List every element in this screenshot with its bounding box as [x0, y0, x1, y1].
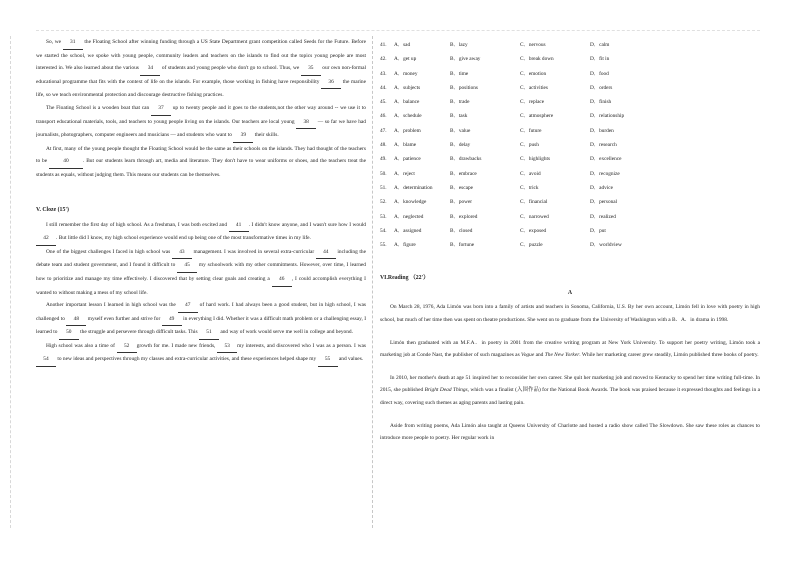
option-b[interactable]: B．positions [450, 84, 478, 91]
blank-53[interactable]: 53 [217, 340, 237, 354]
option-c[interactable]: C．future [520, 127, 542, 134]
option-d[interactable]: D．advice [590, 184, 613, 191]
option-c[interactable]: C．financial [520, 199, 548, 206]
option-d[interactable]: D．relationship [590, 113, 625, 120]
option-d[interactable]: D．worldview [590, 242, 622, 249]
option-a[interactable]: A．get up [394, 56, 417, 63]
paragraph-cloze-2: One of the biggest challenges I faced in high school was 43 management. I was involved in several extra-curricular 44 including the debate team and student government, and I found it difficult to 45 my schoolwork with my other commitments. However, over time, I learned how to prioritize and manage my time effectively. I discovered that by setting clear goals and creating a 46 , I could accomplish everything I wanted to without making a mess of my school life. [36, 246, 366, 299]
option-row: 51. A．determination B．escape C．trick D．advice [380, 181, 760, 195]
option-a[interactable]: A．money [394, 70, 418, 77]
option-a[interactable]: A．balance [394, 99, 420, 106]
column-divider [372, 36, 373, 528]
option-a[interactable]: A．patience [394, 156, 421, 163]
option-d[interactable]: D．finish [590, 99, 612, 106]
reading-paragraph-2: Limón then graduated with an M.F.A．in poetry in 2001 from the creative writing program at New York University. To support her poetry writing, Limón took a marketing job at Conde Nast, the publisher of such magazines as Vogue and The New Yorker. While her marketing career grew steadily, Limón published three books of poetry. [380, 339, 760, 359]
option-row: 48. A．blame B．delay C．push D．research [380, 138, 760, 152]
option-b[interactable]: B．lazy [450, 42, 468, 48]
option-c[interactable]: C．break down [520, 56, 554, 63]
paragraph-floating-school-1: So, we 31 the Floating School after winning funding through a US State Department grant competition called Seeds for the Future. Before we started the school, we spoke with young people, community leaders and teachers on the islands to find out the topics young people are most interested in. We also learned about the various 34 of students and young people who don't go to school. Thus, we 35 our own non-formal educational programme that fits with the context of life on the islands. For example, those working in fishing have responsibility 36 the marine life, so we teach environmental protection and discourage destructive fishing practices. [36, 36, 366, 102]
section-heading-reading: VI.Reading （22'） [380, 275, 429, 282]
option-d[interactable]: D．realized [590, 213, 616, 220]
option-b[interactable]: B．give away [450, 56, 481, 63]
blank-45[interactable]: 45 [177, 259, 197, 273]
section-heading-cloze: V. Cloze (15') [36, 206, 69, 213]
blank-35[interactable]: 35 [301, 62, 321, 76]
paragraph-floating-school-2: The Floating School is a wooden boat that can 37 up to twenty people and it goes to the students,not the other way around -- we use it to transport educational materials, tools, and teachers to young people living on the islands. Our teachers are local young 38 — so far we have had journalists, photographers, computer engineers and musicians — and students who want to 39 their skills. [36, 102, 366, 143]
blank-44[interactable]: 44 [316, 246, 336, 260]
option-c[interactable]: C．trick [520, 184, 539, 191]
blank-31[interactable]: 31 [63, 36, 83, 50]
blank-39[interactable]: 39 [233, 129, 253, 143]
option-a[interactable]: A．figure [394, 242, 416, 249]
option-c[interactable]: C．replace [520, 99, 545, 106]
option-b[interactable]: B．task [450, 113, 468, 120]
option-c[interactable]: C．highlights [520, 156, 551, 163]
option-b[interactable]: B．value [450, 127, 471, 134]
option-row: 41. A．sad B．lazy C．nervous D．calm [380, 38, 760, 52]
option-d[interactable]: D．food [590, 70, 609, 77]
option-b[interactable]: B．drawbacks [450, 156, 482, 163]
blank-54[interactable]: 54 [36, 353, 56, 367]
option-c[interactable]: C．atmosphere [520, 113, 554, 120]
option-row: 54. A．assigned B．closed C．exposed D．put [380, 224, 760, 238]
option-b[interactable]: B．time [450, 70, 469, 77]
option-row: 45. A．balance B．trade C．replace D．finish [380, 95, 760, 109]
option-d[interactable]: D．burden [590, 127, 614, 134]
option-row: 50. A．reject B．embrace C．avoid D．recognize [380, 167, 760, 181]
blank-37[interactable]: 37 [151, 102, 171, 116]
option-a[interactable]: A．subjects [394, 84, 421, 91]
left-column [36, 0, 366, 562]
option-a[interactable]: A．determination [394, 184, 433, 191]
option-a[interactable]: A．reject [394, 170, 415, 177]
blank-41[interactable]: 41 [229, 219, 249, 233]
blank-42[interactable]: 42 [36, 232, 56, 246]
option-a[interactable]: A．knowledge [394, 199, 427, 206]
option-a[interactable]: A．schedule [394, 113, 422, 120]
option-c[interactable]: C．exposed [520, 227, 547, 234]
option-b[interactable]: B．closed [450, 227, 473, 234]
blank-46[interactable]: 46 [272, 273, 292, 287]
blank-34[interactable]: 34 [140, 62, 160, 76]
blank-52[interactable]: 52 [117, 340, 137, 354]
option-c[interactable]: C．activities [520, 84, 548, 91]
option-a[interactable]: A．problem [394, 127, 421, 134]
blank-40[interactable]: 40 [49, 155, 83, 169]
option-d[interactable]: D．calm [590, 42, 610, 48]
answer-options-list [380, 38, 760, 252]
option-b[interactable]: B．trade [450, 99, 470, 106]
option-d[interactable]: D．orders [590, 84, 613, 91]
blank-43[interactable]: 43 [172, 246, 192, 260]
blank-50[interactable]: 50 [59, 326, 79, 340]
blank-49[interactable]: 49 [162, 313, 182, 327]
option-d[interactable]: D．fit in [590, 56, 610, 63]
option-d[interactable]: D．put [590, 227, 606, 234]
option-row: 43. A．money B．time C．emotion D．food [380, 67, 760, 81]
blank-51[interactable]: 51 [199, 326, 219, 340]
option-c[interactable]: C．push [520, 142, 539, 149]
option-a[interactable]: A．assigned [394, 227, 422, 234]
option-row: 55. A．figure B．fortune C．puzzle D．worldview [380, 238, 760, 252]
option-row: 49. A．patience B．drawbacks C．highlights D．excellence [380, 152, 760, 166]
reading-paragraph-4: Aside from writing poems, Ada Limón also taught at Queens University of Charlotte and hosted a radio show called The Slowdown. She saw these roles as chances to introduce more people to poetry. Her regular work in [380, 422, 760, 442]
reading-paragraph-3: In 2010, her mother's death at age 51 inspired her to reconsider her own career. She quit her marketing job and moved to Kentucky to spend her time writing full-time. In 2015, she published Bright Dead Things, which was a finalist (入围作品) for the National Book Awards. The book was praised because it expressed thoughts and feelings in a direct way, covering such themes as aging parents and lasting pain. [380, 374, 760, 407]
passage-letter: A [567, 290, 573, 297]
option-c[interactable]: C．nervous [520, 42, 546, 48]
option-row: 52. A．knowledge B．power C．financial D．personal [380, 195, 760, 209]
option-d[interactable]: D．excellence [590, 156, 622, 163]
option-a[interactable]: A．blame [394, 142, 417, 149]
option-row: 47. A．problem B．value C．future D．burden [380, 124, 760, 138]
option-d[interactable]: D．research [590, 142, 617, 149]
option-b[interactable]: B．power [450, 199, 473, 206]
option-row: 44. A．subjects B．positions C．activities D．orders [380, 81, 760, 95]
option-c[interactable]: C．emotion [520, 70, 547, 77]
option-c[interactable]: C．avoid [520, 170, 541, 177]
option-b[interactable]: B．escape [450, 184, 473, 191]
blank-48[interactable]: 48 [66, 313, 86, 327]
right-column [380, 0, 760, 562]
option-d[interactable]: D．recognize [590, 170, 620, 177]
paragraph-floating-school-3: At first, many of the young people thought the Floating School would be the same as their schools on the islands. They had thought of the teachers to be 40 . But our students learn through art, media and literature. They don't have to wear uniforms or shoes, and the teachers treat the students as equals, without judging them. This means our students can be themselves. [36, 145, 366, 178]
paragraph-cloze-3: Another important lesson I learned in high school was the 47 of hard work. I had always been a good student, but in high school, I was challenged to 48 myself even further and strive for 49 in everything I did. Whether it was a difficult math problem or a challenging essay, I learned to 50 the struggle and persevere through difficult tasks. This 51 and way of work would serve me well in college and beyond. [36, 299, 366, 340]
option-c[interactable]: C．narrowed [520, 213, 549, 220]
option-b[interactable]: B．explored [450, 213, 478, 220]
blank-55[interactable]: 55 [318, 353, 338, 367]
blank-47[interactable]: 47 [178, 299, 198, 313]
option-a[interactable]: A．sad [394, 42, 411, 48]
option-a[interactable]: A．neglected [394, 213, 424, 220]
binding-edge-line [10, 36, 11, 528]
option-b[interactable]: B．embrace [450, 170, 477, 177]
option-b[interactable]: B．delay [450, 142, 471, 149]
blank-36[interactable]: 36 [321, 76, 341, 90]
option-b[interactable]: B．fortune [450, 242, 475, 249]
paragraph-cloze-1: I still remember the first day of high school. As a freshman, I was both excited and 41 . I didn't know anyone, and I wasn't sure how I would 42 . But little did I know, my high school experience would end up being one of the most transformative times in my life. [36, 219, 366, 246]
option-row: 42. A．get up B．give away C．break down D．fit in [380, 52, 760, 66]
paragraph-cloze-4: High school was also a time of 52 growth for me. I made new friends, 53 my interests, and discovered who I was as a person. I was 54 to new ideas and perspectives through my classes and extra-curricular activities, and these experiences helped shape my 55 and values. [36, 340, 366, 367]
reading-paragraph-1: On March 28, 1976, Ada Limón was born into a family of artists and teachers in Sonoma, California, U.S. By her own account, Limón fell in love with poetry in high school, but much of her time then was spent on theatre productions. She went on to graduate from the University of Washington with a B．A．in drama in 1998. [380, 304, 760, 324]
option-c[interactable]: C．puzzle [520, 242, 543, 249]
option-row: 53. A．neglected B．explored C．narrowed D．realized [380, 210, 760, 224]
option-row: 46. A．schedule B．task C．atmosphere D．relationship [380, 109, 760, 123]
option-d[interactable]: D．personal [590, 199, 618, 206]
blank-38[interactable]: 38 [296, 116, 316, 130]
